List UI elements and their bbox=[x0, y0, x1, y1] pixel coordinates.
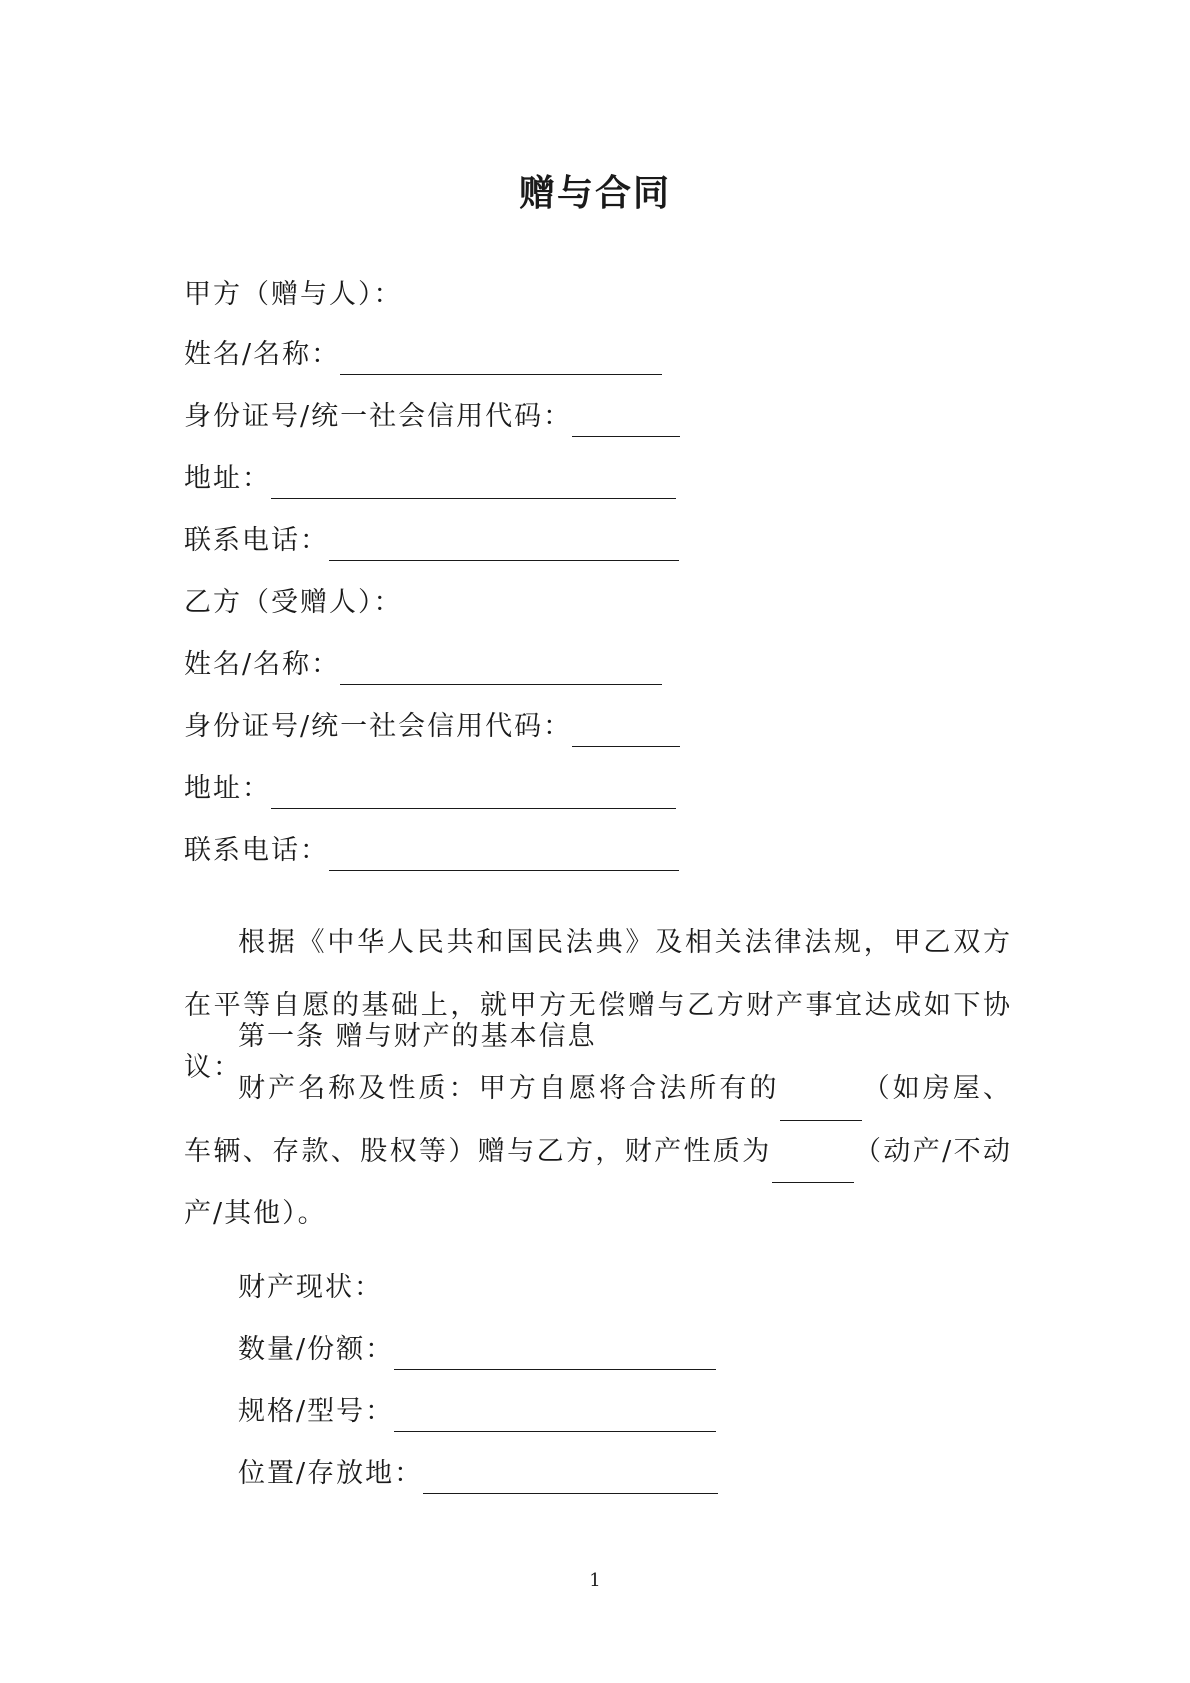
spec-blank[interactable] bbox=[394, 1403, 716, 1432]
party-b-name-blank[interactable] bbox=[340, 656, 662, 685]
party-a-phone-blank[interactable] bbox=[329, 532, 679, 561]
party-a-id-row bbox=[184, 397, 680, 437]
party-b-heading: 乙方（受赠人）： bbox=[184, 587, 403, 618]
party-a-heading: 甲方（赠与人）： bbox=[184, 279, 403, 310]
party-b-id-label: 身份证号/统一社会信用代码： bbox=[184, 711, 573, 742]
document-title: 赠与合同 bbox=[518, 172, 671, 214]
party-b-phone-row bbox=[184, 831, 679, 871]
location-blank[interactable] bbox=[423, 1465, 718, 1494]
party-b-id-blank[interactable] bbox=[572, 718, 680, 747]
spec-label: 规格/型号： bbox=[238, 1396, 395, 1427]
party-a-id-label: 身份证号/统一社会信用代码： bbox=[184, 401, 573, 432]
property-nature-blank[interactable] bbox=[772, 1154, 854, 1183]
party-b-name-label: 姓名/名称： bbox=[184, 649, 341, 680]
status-label: 财产现状： bbox=[238, 1272, 383, 1303]
party-b-name-row bbox=[184, 645, 662, 685]
party-a-phone-row bbox=[184, 521, 679, 561]
quantity-row bbox=[238, 1330, 716, 1370]
nature-text-part2: （如房屋、车辆、存款、股权等）赠与乙方，财产性质为 bbox=[184, 1073, 1013, 1167]
party-a-name-row bbox=[184, 335, 662, 375]
party-b-id-row bbox=[184, 707, 680, 747]
article-1-heading: 第一条 赠与财产的基本信息 bbox=[238, 1021, 597, 1052]
location-row bbox=[238, 1454, 718, 1494]
party-b-phone-blank[interactable] bbox=[329, 842, 679, 871]
nature-text-part3: （动产/不动产/其他）。 bbox=[184, 1135, 1012, 1229]
property-name-blank[interactable] bbox=[780, 1092, 862, 1121]
party-a-name-blank[interactable] bbox=[340, 346, 662, 375]
location-label: 位置/存放地： bbox=[238, 1458, 424, 1489]
party-b-address-blank[interactable] bbox=[271, 780, 676, 809]
spec-row bbox=[238, 1392, 716, 1432]
party-b-address-label: 地址： bbox=[184, 773, 271, 804]
party-a-address-row bbox=[184, 459, 676, 499]
quantity-blank[interactable] bbox=[394, 1341, 716, 1370]
quantity-label: 数量/份额： bbox=[238, 1334, 395, 1365]
party-a-phone-label: 联系电话： bbox=[184, 525, 329, 556]
party-b-address-row bbox=[184, 769, 676, 809]
party-a-id-blank[interactable] bbox=[572, 408, 680, 437]
article-1-nature-paragraph bbox=[184, 1058, 1012, 1246]
nature-text-part1: 财产名称及性质：甲方自愿将合法所有的 bbox=[238, 1073, 780, 1104]
party-a-address-label: 地址： bbox=[184, 463, 271, 494]
party-b-phone-label: 联系电话： bbox=[184, 835, 329, 866]
party-a-address-blank[interactable] bbox=[271, 470, 676, 499]
party-a-name-label: 姓名/名称： bbox=[184, 339, 341, 370]
intro-paragraph: 根据《中华人民共和国民法典》及相关法律法规，甲乙双方在平等自愿的基础上，就甲方无偿赠与乙方财产事宜达成如下协议： bbox=[184, 927, 1012, 1083]
page-number: 1 bbox=[589, 1570, 601, 1591]
